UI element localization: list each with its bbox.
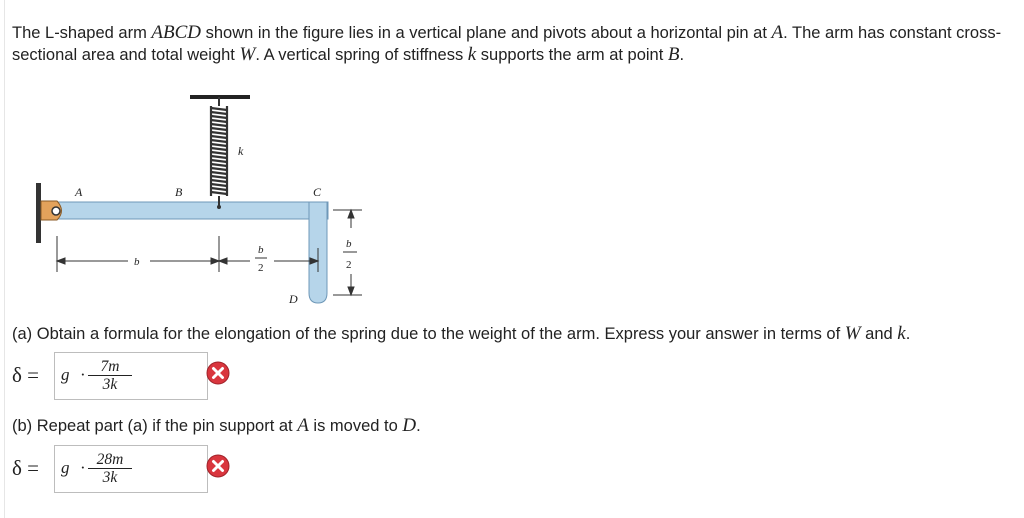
label-b: B: [175, 185, 183, 199]
dim-half-den: 2: [258, 262, 264, 274]
answer-fraction: [88, 451, 132, 486]
math-b: B: [667, 44, 680, 65]
incorrect-x-icon: [206, 361, 230, 385]
answer-numerator: 28m: [88, 451, 132, 469]
horizontal-dimension: [57, 236, 318, 272]
question-text: is moved to: [308, 417, 403, 435]
question-text: (a) Obtain a formula for the elongation of the spring due to the weight of the arm. Express your answer in terms of: [12, 325, 845, 343]
answer-fraction: [88, 358, 132, 393]
math-abcd: ABCD: [151, 22, 202, 43]
label-a: A: [75, 185, 83, 199]
pin-icon: [52, 207, 60, 215]
label-k: k: [238, 144, 244, 158]
delta-label: δ =: [12, 363, 39, 387]
problem-text: . A vertical spring of stiffness: [255, 46, 468, 64]
delta-label: δ =: [12, 456, 39, 480]
problem-text: .: [679, 46, 685, 64]
answer-numerator: 7m: [88, 358, 132, 376]
question-text: .: [416, 417, 421, 435]
problem-text: The L-shaped arm: [12, 24, 152, 42]
dim-vert-num: b: [346, 238, 352, 250]
problem-text: . The arm has constant cross-sectional area and total weight: [12, 24, 1002, 64]
spring-icon: [211, 106, 227, 196]
question-text: and: [860, 325, 898, 343]
answer-dot: ·: [80, 365, 86, 384]
question-text: .: [905, 325, 911, 343]
math-w: W: [844, 323, 861, 344]
spring-attach-point: [217, 205, 221, 209]
answer-g: g: [61, 458, 70, 477]
label-c: C: [313, 185, 322, 199]
dim-half-num: b: [258, 244, 264, 256]
math-d: D: [402, 415, 417, 436]
problem-text: shown in the figure lies in a vertical plane and pivots about a horizontal pin at: [201, 24, 772, 42]
part-b-answer-field[interactable]: [54, 445, 208, 493]
dim-vert-den: 2: [346, 259, 352, 271]
math-k: k: [467, 44, 477, 65]
math-w: W: [239, 44, 256, 65]
label-d: D: [289, 292, 298, 306]
arm-horizontal: [42, 202, 328, 219]
part-b-question: [12, 415, 421, 437]
part-a-question: [12, 323, 910, 345]
answer-denominator: 3k: [102, 376, 118, 393]
answer-dot: ·: [80, 458, 86, 477]
math-k: k: [897, 323, 906, 344]
problem-text: supports the arm at point: [476, 46, 668, 64]
dim-b-long: b: [134, 256, 140, 268]
incorrect-x-icon: [206, 454, 230, 478]
math-a: A: [771, 22, 784, 43]
question-text: (b) Repeat part (a) if the pin support at: [12, 417, 298, 435]
math-a: A: [297, 415, 309, 436]
answer-g: g: [61, 365, 70, 384]
part-a-answer-field[interactable]: [54, 352, 208, 400]
answer-denominator: 3k: [102, 469, 118, 486]
wall: [36, 183, 41, 243]
